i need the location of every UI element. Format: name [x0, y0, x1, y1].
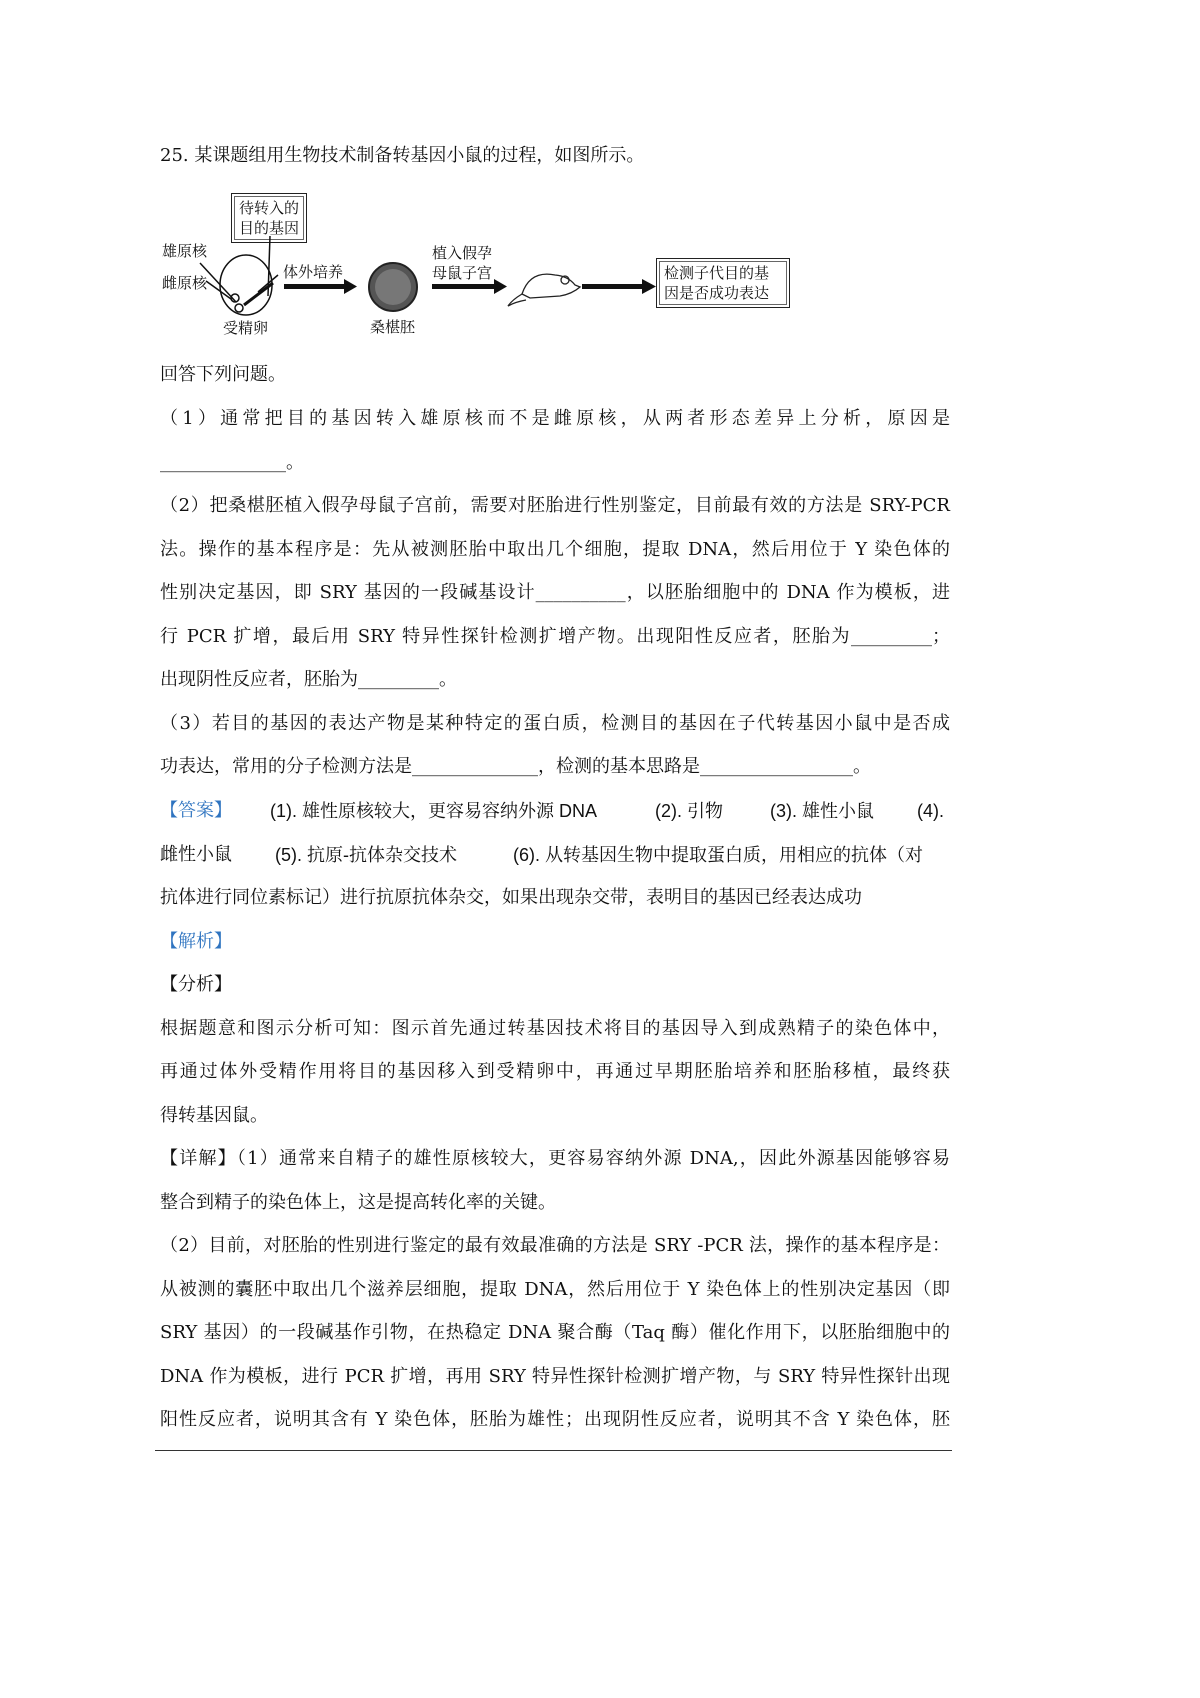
implant-line: 母鼠子宫 — [432, 264, 493, 282]
arrow-icon — [432, 279, 507, 294]
detect-line: 检测子代目的基 — [664, 264, 770, 282]
answer-3: (3). 雄性小鼠 — [770, 801, 875, 821]
analysis-line: 根据题意和图示分析可知：图示首先通过转基因技术将目的基因导入到成熟精子的染色体中， — [160, 1018, 950, 1039]
answer-6: (6). 从转基因生物中提取蛋白质，用相应的抗体（对 — [513, 845, 923, 865]
question-line: 功表达，常用的分子检测方法是______________，检测的基本思路是_________________。 — [160, 756, 871, 777]
page-footer-rule — [155, 1450, 952, 1451]
analysis-line: 再通过体外受精作用将目的基因移入到受精卵中，再通过早期胚胎培养和胚胎移植，最终获 — [160, 1061, 950, 1082]
answer-2: (2). 引物 — [655, 801, 724, 821]
culture-label: 体外培养 — [283, 263, 344, 281]
question-title: 25. 某课题组用生物技术制备转基因小鼠的过程，如图所示。 — [160, 145, 645, 166]
question-line: （3）若目的基因的表达产物是某种特定的蛋白质，检测目的基因在子代转基因小鼠中是否成 — [160, 713, 950, 734]
answer-5: (5). 抗原-抗体杂交技术 — [275, 845, 457, 865]
female-pronucleus-label: 雌原核 — [162, 274, 208, 292]
morula-icon — [369, 263, 417, 311]
male-pronucleus-label: 雄原核 — [162, 242, 208, 260]
answer-blank: ______________。 — [160, 452, 304, 473]
detail-line: DNA 作为模板，进行 PCR 扩增，再用 SRY 特异性探针检测扩增产物，与 SRY 特异性探针出现 — [160, 1366, 950, 1387]
answer-line — [160, 799, 950, 823]
question-line: （1）通常把目的基因转入雄原核而不是雌原核，从两者形态差异上分析，原因是 — [160, 408, 950, 429]
question-line: 出现阴性反应者，胚胎为_________。 — [160, 669, 457, 690]
answer-4: 雌性小鼠 — [160, 844, 232, 865]
implant-line: 植入假孕 — [432, 244, 493, 262]
detail-line: SRY 基因）的一段碱基作引物，在热稳定 DNA 聚合酶（Taq 酶）催化作用下，以胚胎细胞中的 — [160, 1322, 950, 1343]
question-line: 法。操作的基本程序是：先从被测胚胎中取出几个细胞，提取 DNA，然后用位于 Y 染色体的 — [160, 539, 950, 560]
prompt-line: 回答下列问题。 — [160, 364, 286, 385]
question-line: 性别决定基因，即 SRY 基因的一段碱基设计__________，以胚胎细胞中的 DNA 作为模板，进 — [160, 582, 950, 603]
analysis-label: 【解析】 — [160, 931, 232, 952]
question-line: 行 PCR 扩增，最后用 SRY 特异性探针检测扩增产物。出现阳性反应者，胚胎为_________； — [160, 626, 950, 647]
answer-4-num: (4). — [917, 801, 944, 821]
question-line: （2）把桑椹胚植入假孕母鼠子宫前，需要对胚胎进行性别鉴定，目前最有效的方法是 SRY-PCR — [160, 495, 950, 516]
detect-line: 因是否成功表达 — [664, 284, 770, 302]
analysis-line: 得转基因鼠。 — [160, 1105, 268, 1126]
gene-box-line: 目的基因 — [239, 219, 300, 237]
answer-line — [160, 843, 950, 867]
detail-line: 从被测的囊胚中取出几个滋养层细胞，提取 DNA，然后用位于 Y 染色体上的性别决定基因（即 — [160, 1279, 950, 1300]
analysis-sub-label: 【分析】 — [160, 974, 232, 995]
detail-line: （2）目前，对胚胎的性别进行鉴定的最有效最准确的方法是 SRY -PCR 法，操作的基本程序是： — [160, 1235, 950, 1256]
detail-line: 整合到精子的染色体上，这是提高转化率的关键。 — [160, 1192, 556, 1213]
detail-label: 【详解】 — [160, 1148, 237, 1169]
detail-line — [160, 1147, 950, 1171]
detail-text: （1）通常来自精子的雄性原核较大，更容易容纳外源 DNA,，因此外源基因能够容易 — [236, 1148, 951, 1169]
fertilized-egg-label: 受精卵 — [223, 319, 269, 337]
gene-box-line: 待转入的 — [239, 199, 300, 217]
diagram-graphics — [0, 0, 1200, 400]
morula-label: 桑椹胚 — [370, 318, 416, 336]
detail-line: 阳性反应者，说明其含有 Y 染色体，胚胎为雄性；出现阴性反应者，说明其不含 Y 染色体，胚 — [160, 1409, 950, 1430]
answer-line: 抗体进行同位素标记）进行抗原抗体杂交，如果出现杂交带，表明目的基因已经表达成功 — [160, 887, 862, 908]
answer-label: 【答案】 — [160, 800, 232, 821]
answer-1: (1). 雄性原核较大，更容易容纳外源 DNA — [270, 801, 598, 821]
mouse-icon — [508, 274, 580, 306]
fertilized-egg-icon — [200, 236, 278, 315]
arrow-icon — [582, 279, 656, 294]
arrow-icon — [284, 279, 357, 294]
